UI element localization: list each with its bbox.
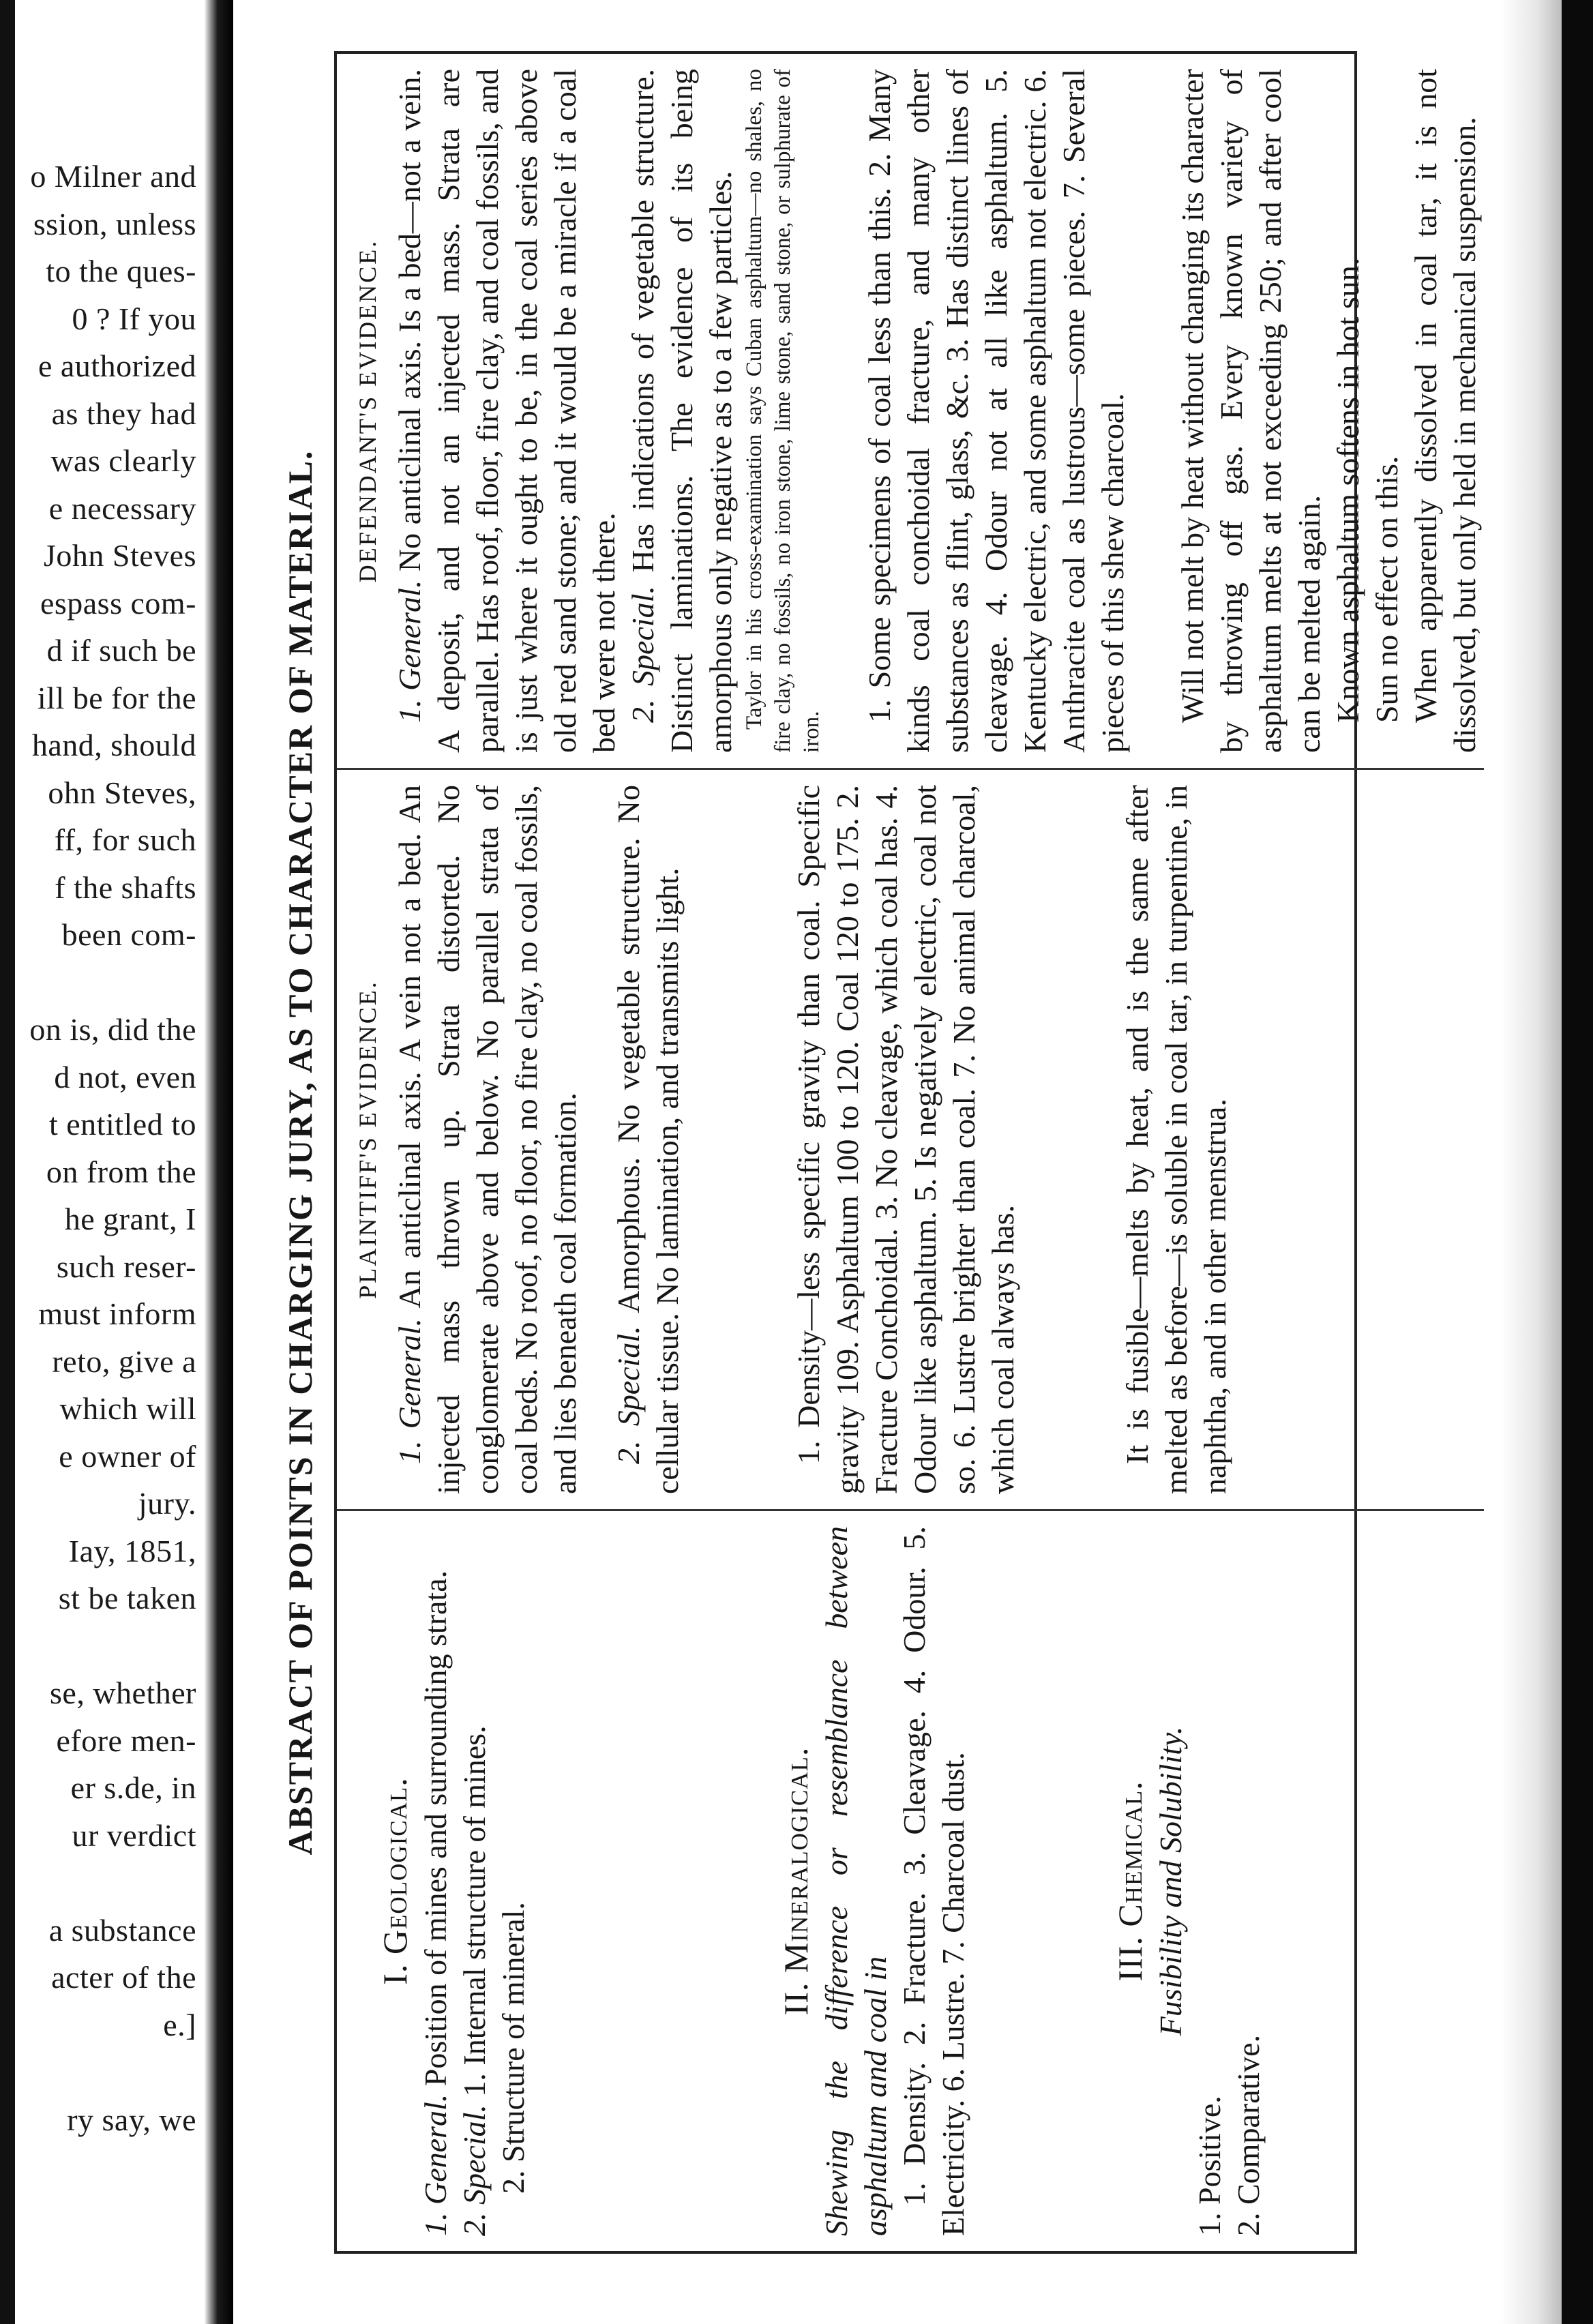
left-page-line: d not, even — [54, 1059, 196, 1094]
left-page-line: was clearly — [50, 443, 196, 478]
left-page-line: hand, should — [31, 728, 196, 762]
left-page-line: on is, did the — [29, 1012, 196, 1047]
left-page-line: espass com- — [40, 585, 196, 621]
defendant-geological-special — [623, 69, 740, 753]
left-page-line: ill be for the — [37, 680, 196, 715]
left-page-line: ur verdict — [72, 1817, 196, 1853]
plaintiff-column — [337, 768, 1484, 1511]
geological-item-general-lead: 1. General. — [418, 2094, 453, 2236]
plaintiff-geological-special — [609, 785, 687, 1494]
page-right-edge — [1562, 0, 1593, 2324]
categories-column — [337, 1511, 1484, 2251]
page-binding-edge — [0, 0, 15, 2324]
chemical-item-comparative: 2. Comparative. — [1231, 2034, 1266, 2236]
defendant-chemical-suspension: When apparently dissolved in coal tar, it is not dissolved, but only held in mechanical suspension. — [1408, 69, 1482, 753]
geological-item-special — [455, 1526, 494, 2236]
defendant-geological-special-lead: 2. Special. — [625, 586, 660, 723]
chemical-title: III. Chemical. — [1111, 1781, 1149, 1982]
left-page-line: such reser- — [56, 1249, 196, 1284]
page-right-margin-shading — [1500, 0, 1562, 2324]
left-page-line: acter of the — [51, 1960, 196, 1995]
left-page-line: he grant, I — [64, 1202, 196, 1236]
defendant-chemical-sun-softens: Known asphaltum softens in hot sun. — [1330, 257, 1365, 723]
left-page-line: d if such be — [46, 633, 196, 668]
defendant-mineralogical: 1. Some specimens of coal less than this. 2. Many kinds coal conchoidal fracture, and many other substances as flint, glass, &c. 3. Has distinct lines of cleavage. 4. Odour not at all like asphaltum. 5. Kentucky electric, and some asphaltum not electric. 6. Anthracite coal as lustrous—some pieces. 7. Several pieces of this shew charcoal. — [862, 69, 1130, 753]
geological-item-special-text: 1. Internal structure of mines. — [457, 1725, 492, 2097]
left-page-line: e.] — [163, 2007, 196, 2042]
defendant-geological-general — [390, 69, 623, 753]
left-page-line: to the ques- — [46, 254, 196, 288]
defendant-geological-special-text: Has indications of vegetable structure. Distinct laminations. The evidence of its being amorphous only negative as to a few particles. — [625, 68, 738, 753]
left-page-line: st be taken — [58, 1581, 196, 1615]
left-page-line: ry say, we — [67, 2102, 196, 2137]
left-page-line: t entitled to — [48, 1107, 196, 1142]
left-page-line: e owner of — [59, 1438, 196, 1474]
abstract-title: ABSTRACT OF POINTS IN CHARGING JURY, AS TO CHARACTER OF MATERIAL. — [281, 449, 319, 1856]
defendant-chemical-sun-no-effect: Sun no effect on this. — [1369, 456, 1404, 723]
defendant-heading: DEFENDANT'S EVIDENCE. — [354, 239, 381, 583]
left-page-line: efore men- — [56, 1723, 196, 1758]
left-page-line: er s.de, in — [70, 1770, 196, 1805]
left-page-line: Iay, 1851, — [68, 1533, 196, 1568]
left-page-line: o Milner and — [30, 159, 196, 194]
plaintiff-geological-general-lead: 1. General. — [392, 1318, 427, 1464]
plaintiff-geological-special-text: Amorphous. No vegetable structure. No cellular tissue. No lamination, and transmits light. — [611, 785, 685, 1494]
mineralogical-items: 1. Density. 2. Fracture. 3. Cleavage. 4. Odour. 5. Electricity. 6. Lustre. 7. Charcoal dust. — [897, 1526, 970, 2236]
left-page-line: se, whether — [50, 1675, 196, 1710]
plaintiff-heading: PLAINTIFF'S EVIDENCE. — [354, 980, 381, 1299]
geological-item-special-lead: 2. Special. — [457, 2104, 492, 2236]
plaintiff-geological-general-text: An anticlinal axis. A vein not a bed. An injected mass thrown up. Strata distorted. No conglomerate above and below. No parallel strata of coal beds. No roof, no floor, no fire clay, no coal fossils, and lies beneath coal formation. — [392, 785, 582, 1494]
left-page-line: e necessary — [48, 490, 196, 526]
left-page-line: a substance — [48, 1912, 196, 1948]
left-page-line: John Steves — [44, 538, 196, 573]
abstract-table — [334, 51, 1482, 2254]
left-page-line: been com- — [61, 917, 196, 952]
left-page-line: jury. — [138, 1486, 196, 1521]
plaintiff-geological-special-lead: 2. Special. — [611, 1326, 646, 1464]
plaintiff-chemical: It is fusible—melts by heat, and is the same after melted as before—is soluble in coal tar, in turpentine, in naphtha, and in other menstrua. — [1120, 785, 1232, 1494]
mineralogical-title: II. Mineralogical. — [777, 1746, 815, 2016]
left-page-line: as they had — [51, 396, 196, 431]
chemical-subtitle: Fusibility and Solubility. — [1153, 1726, 1188, 2036]
geological-item-general-text: Position of mines and surrounding strata. — [418, 1570, 453, 2087]
left-page-line: f the shafts — [55, 869, 196, 905]
geological-item-general — [416, 1526, 455, 2236]
left-page-line: ohn Steves, — [48, 775, 196, 810]
chemical-item-positive: 1. Positive. — [1192, 2096, 1227, 2236]
left-page-line: e authorized — [38, 348, 196, 383]
mineralogical-subtitle: Shewing the difference or resemblance between asphaltum and coal in — [819, 1526, 893, 2236]
defendant-geological-general-text: No anticlinal axis. Is a bed—not a vein. A deposit, and not an injected mass. Strata are parallel. Has roof, floor, fire clay, and coal fossils, and is just where it ought to be, in the coal series above old red sand stone; and it would be a miracle if a coal bed were not there. — [392, 69, 621, 753]
abstract-rotated-page — [266, 51, 1482, 2254]
geological-item-structure: 2. Structure of mineral. — [496, 1902, 531, 2194]
plaintiff-geological-general — [390, 785, 584, 1494]
left-page-line: ssion, unless — [33, 206, 196, 241]
left-page-line: 0 ? If you — [72, 301, 196, 336]
left-page-line: reto, give a — [52, 1343, 196, 1379]
defendant-geological-general-lead: 1. General. — [392, 580, 427, 723]
left-page-line: must inform — [38, 1296, 196, 1331]
left-page-line: ff, for such — [54, 822, 196, 857]
defendant-chemical-melting: Will not melt by heat without changing its character by throwing off gas. Every known variety of asphaltum melts at not exceeding 250; and after cool can be melted again. — [1175, 69, 1326, 753]
plaintiff-mineralogical: 1. Density—less specific gravity than coal. Specific gravity 109. Asphaltum 100 to 120. Coal 120 to 175. 2. Fracture Conchoidal. 3. No cleavage, which coal has. 4. Odour like asphaltum. 5. Is negatively electric, coal not so. 6. Lustre brighter than coal. 7. No animal charcoal, which coal always has. — [791, 785, 1020, 1494]
book-spine-shadow — [205, 0, 233, 2324]
left-page-fragment — [15, 0, 205, 2324]
left-page-line: on from the — [46, 1154, 196, 1189]
defendant-column — [337, 54, 1484, 768]
geological-title: I. Geological. — [376, 1777, 414, 1985]
left-page-line: which will — [59, 1391, 196, 1426]
defendant-cross-examination-note: Taylor in his cross-examination says Cuban asphaltum—no shales, no fire clay, no fossils, no iron stone, lime stone, sand stone, or sulphurate of iron. — [742, 69, 824, 753]
